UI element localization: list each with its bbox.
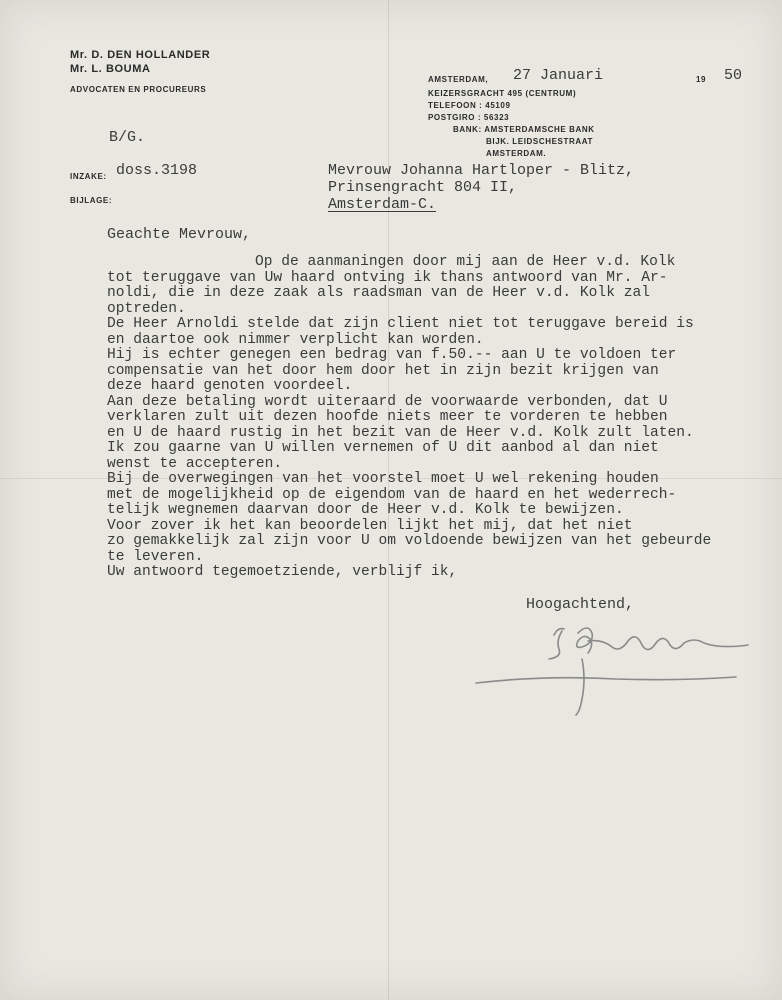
closing: Hoogachtend,: [526, 596, 635, 613]
city-label: AMSTERDAM,: [428, 75, 489, 84]
recipient-line: Mevrouw Johanna Hartloper - Blitz,: [328, 162, 635, 179]
body-line: met de mogelijkheid op de eigendom van de haard en het wederrech-: [107, 486, 677, 503]
firm-profession: ADVOCATEN EN PROCUREURS: [70, 85, 207, 94]
body-line: te leveren.: [107, 548, 204, 565]
body-line: noldi, die in deze zaak als raadsman van de Heer v.d. Kolk zal: [107, 285, 650, 301]
firm-bank-branch: BIJK. LEIDSCHESTRAAT: [486, 137, 593, 146]
firm-bank: BANK: AMSTERDAMSCHE BANK: [453, 125, 595, 134]
body-line: Op de aanmaningen door mij aan de Heer v.d. Kolk: [255, 254, 676, 270]
body-line: Voor zover ik het kan beoordelen lijkt het mij, dat het niet: [107, 517, 633, 534]
body-line: Uw antwoord tegemoetziende, verblijf ik,: [107, 564, 458, 580]
firm-postgiro: POSTGIRO : 56323: [428, 113, 510, 122]
recipient-line: Prinsengracht 804 II,: [328, 179, 518, 196]
recipient-block: [328, 162, 634, 213]
body-line: wenst te accepteren.: [107, 455, 283, 472]
inzake-value: doss.3198: [116, 162, 198, 179]
body-line: deze haard genoten voordeel.: [107, 378, 353, 394]
salutation: Geachte Mevrouw,: [107, 226, 252, 243]
body-line: Hij is echter genegen een bedrag van f.50.-- aan U te voldoen ter: [107, 347, 677, 363]
body-line: compensatie van het door hem door het in zijn bezit krijgen van: [107, 362, 659, 379]
firm-bank-city: AMSTERDAM.: [486, 149, 547, 158]
inzake-label: INZAKE:: [70, 172, 107, 181]
signature: [470, 615, 760, 725]
body-line: tot teruggave van Uw haard ontving ik thans antwoord van Mr. Ar-: [107, 269, 668, 286]
body-line: Ik zou gaarne van U willen vernemen of U dit aanbod al dan niet: [107, 440, 659, 456]
firm-address: KEIZERSGRACHT 495 (CENTRUM): [428, 89, 577, 98]
body-line: De Heer Arnoldi stelde dat zijn client niet tot teruggave bereid is: [107, 316, 694, 332]
bijlage-label: BIJLAGE:: [70, 196, 113, 205]
firm-name-2: Mr. L. BOUMA: [70, 63, 151, 75]
body-line: Aan deze betaling wordt uiteraard de voorwaarde verbonden, dat U: [107, 393, 668, 410]
body-line: en daartoe ook nimmer verplicht kan worden.: [107, 331, 484, 348]
letter-date: 27 Januari: [513, 67, 604, 84]
body-line: Bij de overwegingen van het voorstel moet U wel rekening houden: [107, 471, 659, 487]
body-line: en U de haard rustig in het bezit van de Heer v.d. Kolk zult laten.: [107, 424, 694, 441]
recipient-line: Amsterdam-C.: [328, 196, 437, 213]
letter-body: [107, 255, 767, 585]
reference-initials: B/G.: [109, 129, 146, 146]
firm-name-1: Mr. D. DEN HOLLANDER: [70, 49, 211, 61]
body-line: optreden.: [107, 300, 186, 317]
body-line: telijk wegnemen daarvan door de Heer v.d. Kolk te bewijzen.: [107, 502, 624, 518]
year-prefix: 19: [696, 75, 707, 84]
body-line: verklaren zult uit dezen hoofde niets meer te vorderen te hebben: [107, 409, 668, 425]
letter-year: 50: [724, 67, 743, 84]
body-line: zo gemakkelijk zal zijn voor U om voldoende bewijzen van het gebeurde: [107, 533, 712, 549]
firm-telephone: TELEFOON : 45109: [428, 101, 511, 110]
